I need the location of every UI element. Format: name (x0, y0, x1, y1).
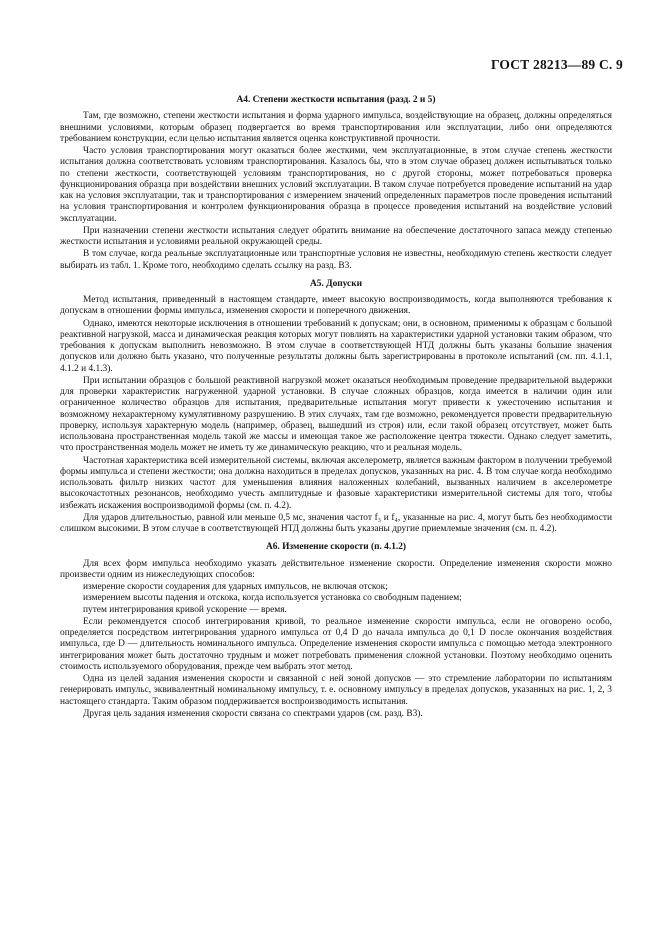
list-item: путем интегрирования кривой ускорение — время. (83, 604, 287, 615)
paragraph: При назначении степени жесткости испытания следует обратить внимание на обеспечение достаточного запаса между степенью жесткости испытания и условиями реальной окружающей среды. (60, 225, 612, 247)
section-heading-a6: А6. Изменение скорости (п. 4.1.2) (265, 542, 407, 553)
page-header: ГОСТ 28213—89 С. 9 (490, 57, 623, 72)
paragraph: Метод испытания, приведенный в настоящем стандарте, имеет высокую воспроизводимость, когда выполняются требования к допускам в отношении формы импульса, изменения скорости и поперечного движения. (60, 295, 612, 317)
paragraph: Одна из целей задания изменения скорости и связанной с ней зоной допусков — это стремление лаборатории по испытаниям генерировать импульс, эквивалентный номинальному импульсу, т. е. основному импульсу в пределах допусков, указанных на рис. 1, 2, 3 настоящего стандарта. Таким образом поддерживается воспроизводимость испытания. (60, 674, 612, 707)
list-item: измерение скорости соударения для ударных импульсов, не включая отскок; (83, 582, 388, 592)
paragraph: Если рекомендуется способ интегрирования кривой, то реальное изменение скорости импульса, если не оговорено особо, определяется посредством интегрирования ударного импульса от 0,4 D до начала импульса до 0,1 D после окончания воздействия импульса, где D — длительность номинального импульса. Определение изменения скорости импульса с помощью метода электронного интегрирования может быть достаточно трудным и может потребовать применения сложной установки. Поэтому необходимо оценить стоимость используемого оборудования, прежде чем выбрать этот метод. (60, 616, 612, 672)
section-heading-a4: А4. Степени жесткости испытания (разд. 2 и 5) (236, 95, 436, 105)
list-item: измерением высоты падения и отскока, когда используется установка со свободным падением; (83, 593, 462, 604)
paragraph: Для ударов длительностью, равной или меньше 0,5 мс, значения частот f₃ и f₄, указанные на рис. 4, могут быть без необходимости слишком высокими. В этом случае в соответствующей НТД должны быть указаны другие приемлемые значения (см. п. 4.2). (60, 512, 612, 534)
paragraph: Однако, имеются некоторые исключения в отношении требований к допускам; они, в основном, применимы к образцам с большой реактивной нагрузкой, масса и динамическая реакция которых могут повлиять на характеристики ударной установки таким образом, что требования к допускам выполнить невозможно. В этом случае в соответствующей НТД должны быть указаны большие значения допусков или должно быть указано, что полученные результаты должны быть зарегистрированы в протоколе испытаний (см. пп. 4.1.1, 4.1.2 и 4.1.3). (60, 318, 612, 374)
paragraph: В том случае, когда реальные эксплуатационные или транспортные условия не известны, необходимую степень жесткости следует выбирать из табл. 1. Кроме того, необходимо сделать ссылку на разд. В3. (60, 249, 612, 271)
paragraph: Другая цель задания изменения скорости связана со спектрами ударов (см. разд. В3). (83, 708, 423, 719)
paragraph: Частотная характеристика всей измерительной системы, включая акселерометр, является важным фактором в получении требуемой формы импульса и степени жесткости; она должна находиться в пределах допусков, указанных на рис. 4. В том случае когда необходимо использовать фильтр низких частот для уменьшения влияния наложенных колебаний, вызванных наличием в акселерометре высокочастотных резонансов, необходимо учесть амплитудные и фазовые характеристики измерительной системы для того, чтобы избежать искажения воспроизводимой формы (см. п. 4.2). (60, 455, 612, 511)
section-heading-a5: А5. Допуски (309, 278, 363, 289)
paragraph: Для всех форм импульса необходимо указать действительное изменение скорости. Определение изменения скорости можно произвести одним из нижеследующих способов: (60, 558, 612, 580)
paragraph: Там, где возможно, степени жесткости испытания и форма ударного импульса, воздействующие на образец, должны определяться внешними условиями, которым образец подвергается во время транспортирования или эксплуатации, либо они определяются требованием конструкции, если целью испытания является оценка конструктивной прочности. (60, 111, 612, 144)
document-body (60, 95, 612, 720)
paragraph: При испытании образцов с большой реактивной нагрузкой может оказаться необходимым проведение предварительной выдержки для проверки характеристик нагруженной ударной установки. В случае сложных образцов, когда имеется в наличии один или ограниченное количество образцов для испытания, предварительные испытания могут привести к ужесточению испытания и возможному нехарактерному кумулятивному разрушению. В этих случаях, там где возможно, рекомендуется провести предварительную проверку, используя характерную модель (например, образец, вышедший из строя) или, если такой образец отсутствует, может быть использована пространственная модель такой же массы и имеющая такое же расположение центра тяжести. Однако следует заметить, что пространственная модель может не иметь ту же динамическую реакцию, что и реальная модель. (60, 375, 612, 454)
paragraph: Часто условия транспортирования могут оказаться более жесткими, чем эксплуатационные, в этом случае степень жесткости испытания должна соответствовать условиям транспортирования. Казалось бы, что в этом случае образец должен испытываться только по степени жесткости, соответствующей условиям транспортирования, но с другой стороны, может потребоваться проверка функционирования образца при воздействии внешних условий эксплуатации. В таком случае потребуется проведение испытаний на удар как на условия эксплуатации, так и транспортирования с измерением значений определенных параметров после проведения испытаний на условия транспортирования и контролем функционирования образца в процессе проведения испытаний на воздействие условий эксплуатации. (60, 146, 612, 224)
